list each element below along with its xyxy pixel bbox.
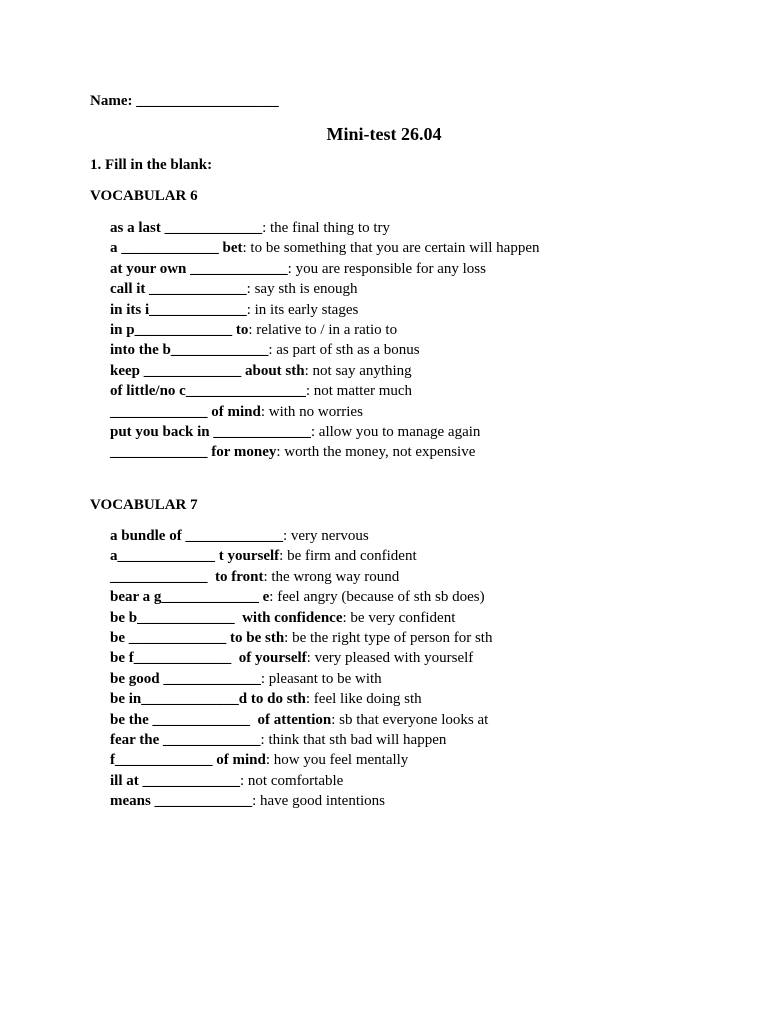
vocabulary-item <box>110 608 492 628</box>
vocabulary-term: f_____________ of mind <box>110 752 266 769</box>
vocabulary-item <box>110 648 492 668</box>
vocabulary-item <box>110 567 492 587</box>
vocabulary-item <box>110 587 492 607</box>
vocabulary-item <box>110 402 540 422</box>
vocabulary-definition: : with no worries <box>260 403 363 420</box>
exercise-instruction: 1. Fill in the blank: <box>90 157 213 173</box>
section-heading-vocabular-6: VOCABULAR 6 <box>90 188 198 204</box>
vocabulary-item <box>110 546 492 566</box>
vocabulary-term: in p_____________ to <box>110 321 249 338</box>
page-title: Mini-test 26.04 <box>326 124 442 144</box>
vocabulary-term: _____________ for money <box>110 444 277 461</box>
name-line: Name: ___________________ <box>90 93 279 109</box>
vocabulary-term: be _____________ to be sth <box>110 629 285 646</box>
vocabulary-definition: : pleasant to be with <box>260 670 382 687</box>
vocabulary-definition: : not comfortable <box>240 772 344 789</box>
vocabulary-definition: : be firm and confident <box>279 548 417 565</box>
vocabulary-definition: : feel like doing sth <box>305 691 422 708</box>
vocabulary-term: fear the _____________ <box>110 731 261 748</box>
vocabulary-definition: : have good intentions <box>252 793 385 810</box>
vocabulary-item <box>110 361 540 381</box>
vocabulary-term: ill at _____________ <box>110 772 240 789</box>
vocabulary-item <box>110 669 492 689</box>
vocabulary-term: in its i_____________ <box>110 301 247 318</box>
vocabulary-definition: : be very confident <box>342 609 456 626</box>
vocabulary-item <box>110 628 492 648</box>
vocabulary-term: be in_____________d to do sth <box>110 691 306 708</box>
vocabulary-definition: : say sth is enough <box>246 281 358 298</box>
section-heading-vocabular-7: VOCABULAR 7 <box>90 497 198 513</box>
vocabulary-term: put you back in _____________ <box>110 423 311 440</box>
vocabulary-definition: : as part of sth as a bonus <box>268 342 420 359</box>
vocabulary-definition: : feel angry (because of sth sb does) <box>269 589 485 606</box>
vocabulary-definition: : how you feel mentally <box>265 752 409 769</box>
vocabulary-item <box>110 730 492 750</box>
vocabulary-term: into the b_____________ <box>110 342 269 359</box>
vocabulary-item <box>110 259 540 279</box>
vocabulary-list-7 <box>110 526 492 811</box>
vocabulary-definition: : relative to / in a ratio to <box>248 321 398 338</box>
vocabulary-term: a bundle of _____________ <box>110 528 283 544</box>
vocabulary-definition: : allow you to manage again <box>310 423 481 440</box>
vocabulary-definition: : think that sth bad will happen <box>260 731 447 748</box>
vocabulary-item <box>110 381 540 401</box>
vocabulary-term: as a last _____________ <box>110 220 263 236</box>
vocabulary-term: _____________ of mind <box>110 403 261 420</box>
vocabulary-term: be b_____________ with confidence <box>110 609 343 626</box>
vocabulary-definition: : the wrong way round <box>263 568 400 585</box>
vocabulary-definition: : very pleased with yourself <box>306 650 474 667</box>
vocabulary-term: a_____________ t yourself <box>110 548 280 565</box>
vocabulary-term: be f_____________ of yourself <box>110 650 307 667</box>
vocabulary-item <box>110 750 492 770</box>
vocabulary-term: call it _____________ <box>110 281 247 298</box>
vocabulary-definition: : to be something that you are certain will happen <box>242 240 540 257</box>
vocabulary-term: keep _____________ about sth <box>110 362 305 379</box>
vocabulary-definition: : not matter much <box>305 383 413 400</box>
vocabulary-item <box>110 300 540 320</box>
vocabulary-item <box>110 791 492 811</box>
vocabulary-item <box>110 526 492 546</box>
vocabulary-definition: : be the right type of person for sth <box>284 629 493 646</box>
vocabulary-definition: : worth the money, not expensive <box>276 444 476 461</box>
vocabulary-term: a _____________ bet <box>110 240 243 257</box>
vocabulary-definition: : the final thing to try <box>262 220 390 236</box>
vocabulary-definition: : sb that everyone looks at <box>331 711 489 728</box>
vocabulary-term: of little/no c________________ <box>110 383 306 400</box>
vocabulary-item <box>110 279 540 299</box>
vocabulary-item <box>110 320 540 340</box>
vocabulary-term: means _____________ <box>110 793 253 810</box>
vocabulary-item <box>110 689 492 709</box>
vocabulary-item <box>110 218 540 238</box>
vocabulary-item <box>110 422 540 442</box>
vocabulary-item <box>110 710 492 730</box>
vocabulary-term: be the _____________ of attention <box>110 711 332 728</box>
vocabulary-term: _____________ to front <box>110 568 264 585</box>
vocabulary-term: be good _____________ <box>110 670 261 687</box>
vocabulary-item <box>110 340 540 360</box>
vocabulary-item <box>110 238 540 258</box>
vocabulary-item <box>110 442 540 462</box>
vocabulary-list-6 <box>110 218 540 463</box>
vocabulary-definition: : in its early stages <box>246 301 359 318</box>
vocabulary-definition: : very nervous <box>282 528 369 544</box>
vocabulary-item <box>110 771 492 791</box>
vocabulary-term: at your own _____________ <box>110 260 288 277</box>
vocabulary-term: bear a g_____________ e <box>110 589 270 606</box>
vocabulary-definition: : not say anything <box>304 362 412 379</box>
vocabulary-definition: : you are responsible for any loss <box>287 260 486 277</box>
